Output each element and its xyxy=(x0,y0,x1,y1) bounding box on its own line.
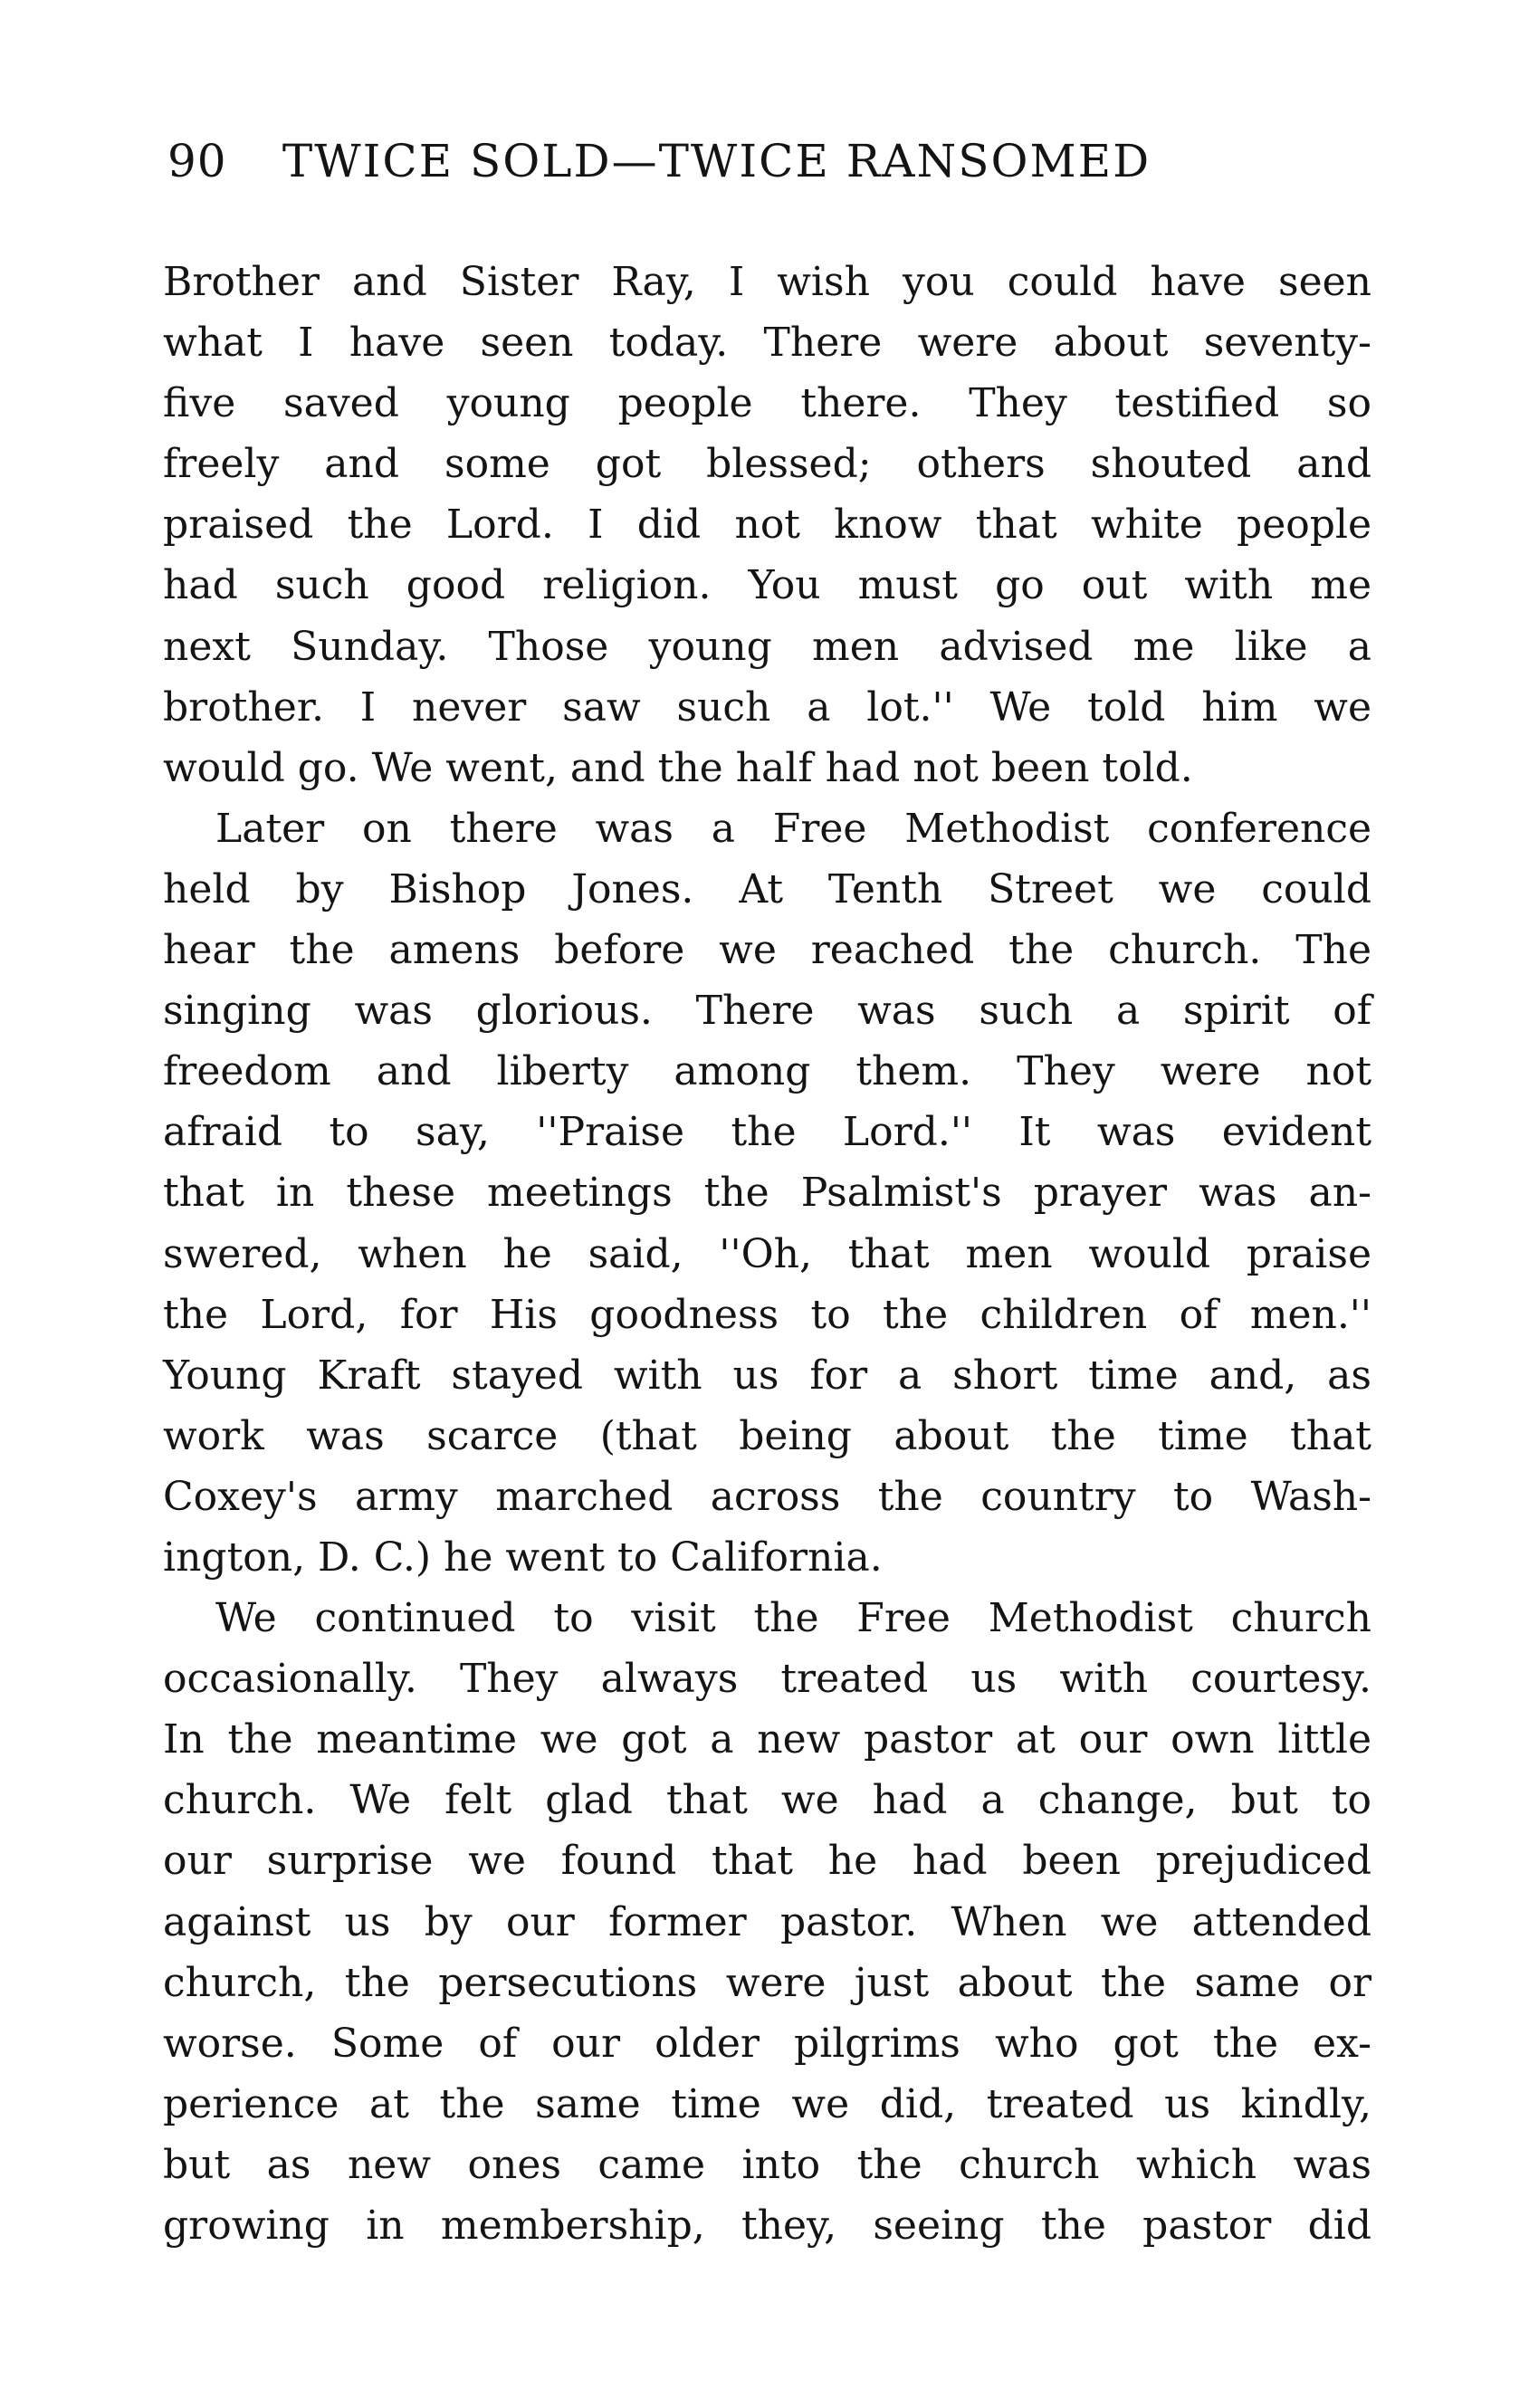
text-line: next Sunday. Those young men advised me like a xyxy=(163,623,1371,670)
page-number: 90 xyxy=(167,135,227,187)
text-line: that in these meetings the Psalmist's prayer was an- xyxy=(163,1170,1371,1217)
text-line: singing was glorious. There was such a spirit of xyxy=(163,988,1371,1035)
text-line: afraid to say, ''Praise the Lord.'' It was evident xyxy=(163,1109,1371,1156)
text-line: perience at the same time we did, treated us kindly, xyxy=(163,2080,1371,2127)
text-line: would go. We went, and the half had not been told. xyxy=(163,744,1193,791)
text-line: occasionally. They always treated us with courtesy. xyxy=(163,1656,1371,1703)
text-line: but as new ones came into the church which was xyxy=(163,2141,1371,2188)
text-line: the Lord, for His goodness to the children of men.'' xyxy=(163,1291,1371,1338)
text-line: work was scarce (that being about the time that xyxy=(163,1412,1371,1459)
text-line: Young Kraft stayed with us for a short time and, as xyxy=(163,1352,1371,1399)
text-line: freedom and liberty among them. They were not xyxy=(163,1048,1371,1095)
text-line: had such good religion. You must go out with me xyxy=(163,562,1371,609)
text-line: worse. Some of our older pilgrims who got the ex- xyxy=(163,2020,1371,2067)
running-head xyxy=(167,134,1371,188)
text-line: brother. I never saw such a lot.'' We told him we xyxy=(163,683,1371,731)
text-line: held by Bishop Jones. At Tenth Street we could xyxy=(163,865,1371,913)
text-line: ington, D. C.) he went to California. xyxy=(163,1534,883,1581)
text-line: church, the persecutions were just about the same or xyxy=(163,1959,1371,2006)
text-line: what I have seen today. There were about seventy- xyxy=(163,320,1371,367)
text-line: In the meantime we got a new pastor at our own little xyxy=(163,1716,1371,1763)
text-line: Brother and Sister Ray, I wish you could have seen xyxy=(163,259,1371,305)
text-line: freely and some got blessed; others shouted and xyxy=(163,441,1371,488)
text-line: against us by our former pastor. When we attended xyxy=(163,1898,1371,1945)
text-line: our surprise we found that he had been prejudiced xyxy=(163,1838,1371,1885)
text-line: We continued to visit the Free Methodist church xyxy=(215,1595,1371,1642)
text-line: Later on there was a Free Methodist conference xyxy=(215,805,1371,852)
text-line: five saved young people there. They testified so xyxy=(163,380,1371,427)
body-text xyxy=(163,252,1371,2289)
text-line: church. We felt glad that we had a change, but to xyxy=(163,1777,1371,1824)
text-line: growing in membership, they, seeing the pastor did xyxy=(163,2203,1371,2249)
text-line: Coxey's army marched across the country to Wash- xyxy=(163,1473,1371,1520)
text-line: swered, when he said, ''Oh, that men would praise xyxy=(163,1230,1371,1277)
text-line: praised the Lord. I did not know that white people xyxy=(163,502,1371,549)
running-title: TWICE SOLD—TWICE RANSOMED xyxy=(282,135,1152,187)
text-line: hear the amens before we reached the church. The xyxy=(163,927,1371,974)
